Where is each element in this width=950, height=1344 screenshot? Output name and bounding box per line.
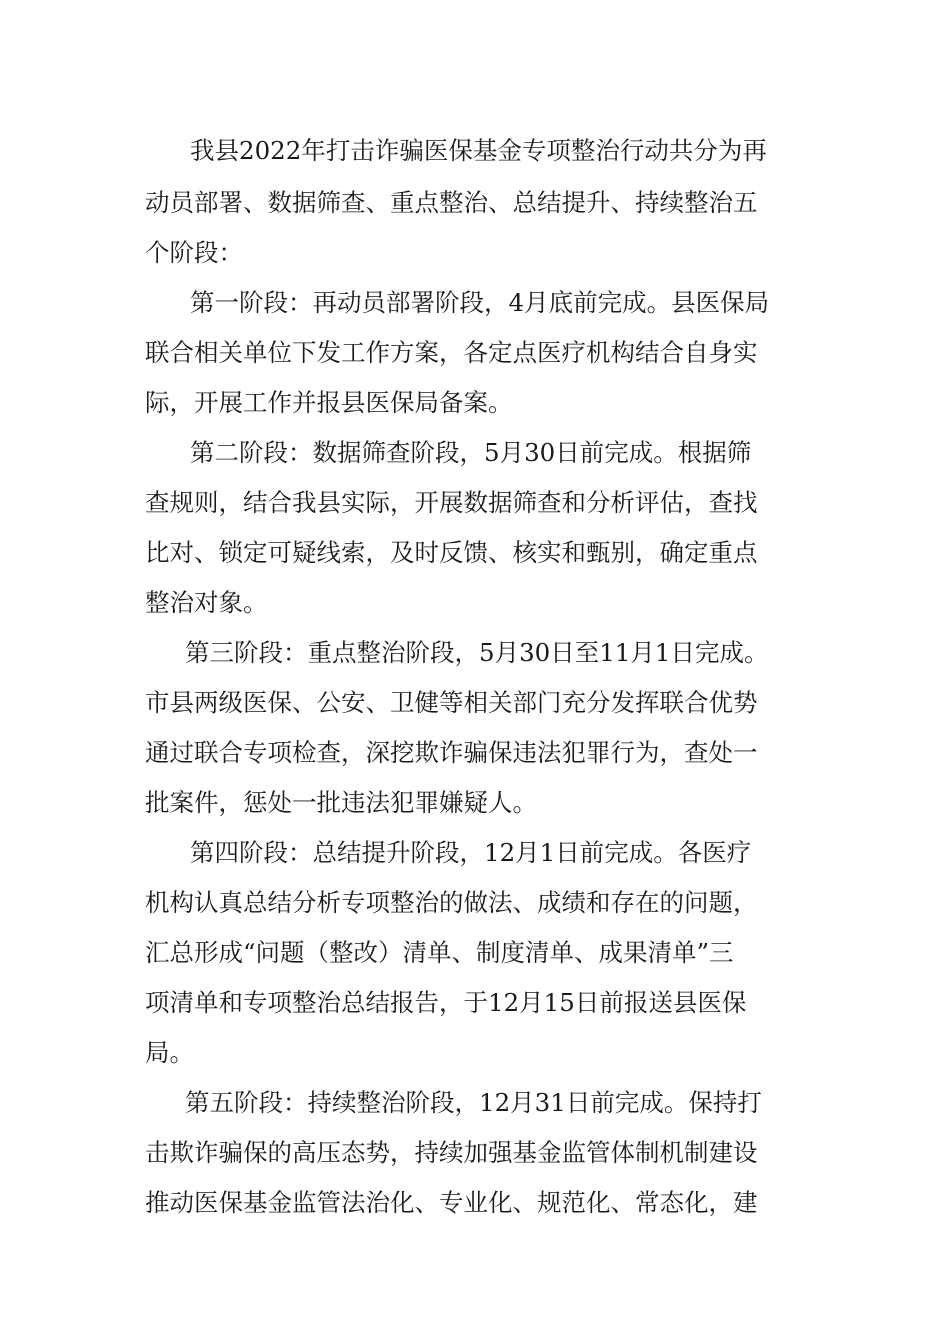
text-line: 第二阶段：数据筛查阶段，5月30日前完成。根据筛	[190, 438, 752, 467]
text-line: 通过联合专项检查，深挖欺诈骗保违法犯罪行为，查处一	[145, 738, 758, 767]
text-line: 项清单和专项整治总结报告，于12月15日前报送县医保	[145, 988, 747, 1017]
text-line: 击欺诈骗保的高压态势，持续加强基金监管体制机制建设	[145, 1138, 758, 1167]
text-line: 比对、锁定可疑线索，及时反馈、核实和甄别，确定重点	[145, 538, 758, 567]
text-line: 际，开展工作并报县医保局备案。	[145, 388, 513, 417]
text-line: 局。	[145, 1038, 194, 1067]
text-line: 我县2022年打击诈骗医保基金专项整治行动共分为再	[190, 136, 767, 165]
text-line: 整治对象。	[145, 588, 268, 617]
text-line: 第五阶段：持续整治阶段，12月31日前完成。保持打	[185, 1088, 762, 1117]
text-line: 动员部署、数据筛查、重点整治、总结提升、持续整治五	[145, 188, 758, 217]
text-line: 第三阶段：重点整治阶段，5月30日至11月1日完成。	[185, 638, 769, 667]
text-line: 机构认真总结分析专项整治的做法、成绩和存在的问题，	[145, 888, 758, 917]
text-line: 推动医保基金监管法治化、专业化、规范化、常态化，建	[145, 1188, 758, 1217]
text-line: 第四阶段：总结提升阶段，12月1日前完成。各医疗	[190, 838, 752, 867]
text-line: 批案件，惩处一批违法犯罪嫌疑人。	[145, 788, 537, 817]
text-line: 联合相关单位下发工作方案，各定点医疗机构结合自身实	[145, 338, 758, 367]
text-line: 查规则，结合我县实际，开展数据筛查和分析评估，查找	[145, 488, 758, 517]
text-line: 汇总形成“问题（整改）清单、制度清单、成果清单”三	[145, 938, 734, 967]
text-line: 个阶段：	[145, 238, 243, 267]
text-line: 第一阶段：再动员部署阶段，4月底前完成。县医保局	[190, 288, 770, 317]
text-line: 市县两级医保、公安、卫健等相关部门充分发挥联合优势	[145, 688, 758, 717]
